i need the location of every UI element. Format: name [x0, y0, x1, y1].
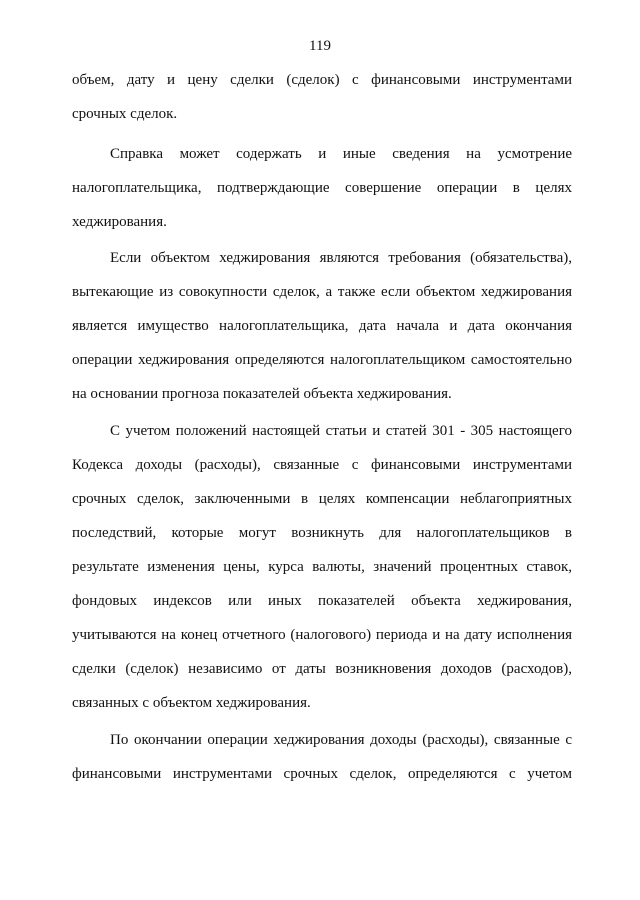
text-line: С учетом положений настоящей статьи и статей 301 - 305 настоящего	[110, 423, 572, 439]
text-line: результате изменения цены, курса валюты, значений процентных ставок,	[72, 559, 572, 575]
page-number: 119	[309, 38, 331, 54]
text-line: объем, дату и цену сделки (сделок) с финансовыми инструментами	[72, 72, 572, 88]
text-line: финансовыми инструментами срочных сделок, определяются с учетом	[72, 766, 572, 782]
text-line: является имущество налогоплательщика, дата начала и дата окончания	[72, 318, 572, 334]
text-line: срочных сделок.	[72, 106, 178, 122]
text-line: на основании прогноза показателей объекта хеджирования.	[72, 386, 452, 402]
text-line: Справка может содержать и иные сведения на усмотрение	[110, 146, 572, 162]
text-line: налогоплательщика, подтверждающие совершение операции в целях	[72, 180, 572, 196]
text-line: хеджирования.	[72, 214, 167, 230]
text-line: фондовых индексов или иных показателей объекта хеджирования,	[72, 593, 572, 609]
text-line: Кодекса доходы (расходы), связанные с финансовыми инструментами	[72, 457, 572, 473]
text-line: вытекающие из совокупности сделок, а также если объектом хеджирования	[72, 284, 572, 300]
text-line: По окончании операции хеджирования доходы (расходы), связанные с	[110, 732, 572, 748]
text-line: учитываются на конец отчетного (налогового) периода и на дату исполнения	[72, 627, 572, 643]
text-line: Если объектом хеджирования являются требования (обязательства),	[110, 250, 572, 266]
text-line: сделки (сделок) независимо от даты возникновения доходов (расходов),	[72, 661, 572, 677]
text-line: последствий, которые могут возникнуть для налогоплательщиков в	[72, 525, 572, 541]
text-line: операции хеджирования определяются налогоплательщиком самостоятельно	[72, 352, 572, 368]
text-line: связанных с объектом хеджирования.	[72, 695, 311, 711]
text-line: срочных сделок, заключенными в целях компенсации неблагоприятных	[72, 491, 572, 507]
